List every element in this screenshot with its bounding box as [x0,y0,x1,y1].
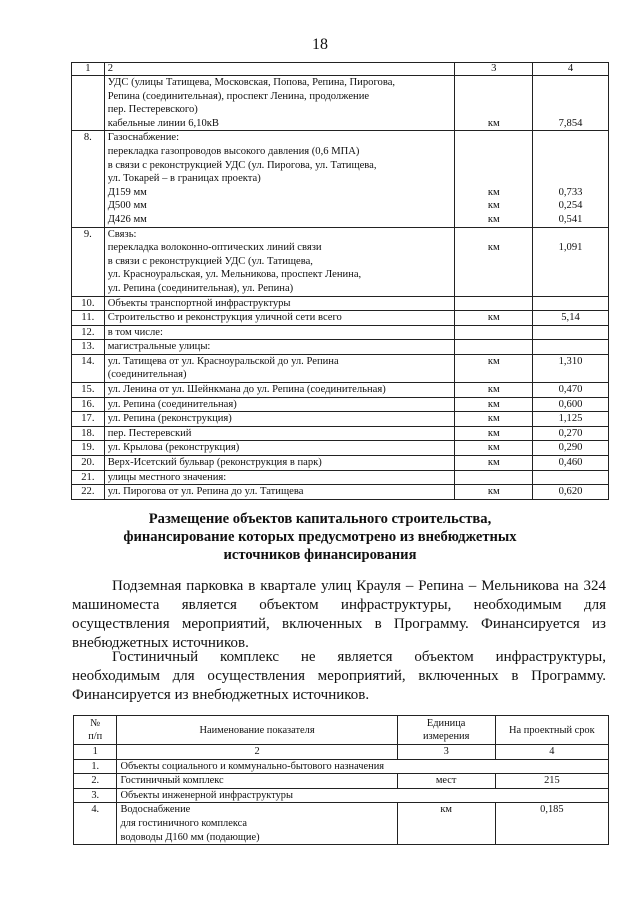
row-number-cell: 21. [72,470,105,485]
row-name-line: ул. Пирогова от ул. Репина до ул. Татищева [107,486,304,498]
row-name-cell [104,296,455,311]
row-value-cell [533,470,609,485]
row-unit-cell [455,456,533,471]
row-value-line [536,471,605,485]
row-unit-line: км [487,398,500,410]
row-name-line: пер. Пестеревский [107,427,192,439]
row-value-line [536,103,605,117]
row-number-cell: 10. [72,296,105,311]
column-number-cell: 3 [455,63,533,76]
row-value-line [536,131,605,145]
row-name-line: Объекты транспортной инфраструктуры [107,297,291,309]
row-unit-cell [455,397,533,412]
row-value-line: 7,854 [558,117,583,129]
heading-line: Размещение объектов капитального строительства, [148,511,492,527]
column-number-cell: 2 [104,63,455,76]
column-number-cell: 4 [495,745,608,760]
row-name-line: Репина (соединительная), проспект Ленина, продолжение [107,90,370,102]
row-name-line: ул. Красноуральская, ул. Мельникова, проспект Ленина, [107,269,362,281]
row-value-line: 5,14 [561,312,580,324]
row-name-cell [104,441,455,456]
table-row [72,426,609,441]
row-unit-cell [455,76,533,131]
row-value-cell: 0,185 [495,803,608,845]
row-unit-cell [455,470,533,485]
row-number-cell: 19. [72,441,105,456]
row-unit-line [458,131,529,145]
row-unit-line: км [487,200,500,212]
row-value-cell [533,131,609,227]
row-value-line: 0,600 [558,398,583,410]
row-unit-line [458,159,529,173]
row-unit-cell [455,354,533,382]
row-name-cell [104,485,455,500]
row-value-line [536,297,605,311]
row-name-line: водоводы Д160 мм (подающие) [120,831,260,843]
table-row [72,340,609,355]
row-number-cell: 20. [72,456,105,471]
row-name-line: Д426 мм [107,213,147,225]
row-unit-line: км [487,442,500,454]
row-name-line: ул. Ленина от ул. Шейнкмана до ул. Репина (соединительная) [107,384,386,396]
paragraph-hotel: Гостиничный комплекс не является объектом инфраструктуры, необходимым для осуществления мероприятий, включенных в Программу. Финансируется из внебюджетных источников. [72,649,606,703]
row-number-cell: 15. [72,383,105,398]
col-name-header-line: Наименование показателя [199,724,315,736]
row-name-cell [104,412,455,427]
row-value-line [536,228,605,242]
row-number-cell [72,76,105,131]
infrastructure-table [71,62,609,500]
row-number-cell: 17. [72,412,105,427]
row-value-line [536,172,605,186]
row-unit-line: км [487,457,500,469]
row-unit-line [458,340,529,354]
col-name-header [117,716,397,745]
row-name-line: Водоснабжение [120,804,191,816]
row-unit-cell [455,412,533,427]
row-name-cell [104,426,455,441]
row-number-cell: 2. [74,774,117,789]
row-value-line [536,340,605,354]
row-name-line: Связь: [107,228,137,240]
row-unit-line [458,255,529,269]
row-unit-line: км [487,355,500,367]
row-unit-line [458,228,529,242]
row-unit-cell [455,441,533,456]
row-unit-line [458,326,529,340]
col-index-header-line: п/п [88,731,103,742]
column-number-cell: 2 [117,745,397,760]
row-value-cell [533,325,609,340]
row-unit-line: км [487,413,500,425]
row-name-line: пер. Пестеревского) [107,104,198,116]
row-value-line: 0,460 [558,457,583,469]
row-value-line [536,90,605,104]
table-row [72,227,609,296]
row-value-line [536,282,605,296]
table-row [72,441,609,456]
row-name-line: Объекты социального и коммунально-бытового назначения [120,760,385,772]
row-unit-cell: мест [397,774,495,789]
row-value-line: 0,270 [558,427,583,439]
row-value-cell [533,485,609,500]
table-header-row [72,63,609,76]
row-unit-cell: км [397,803,495,845]
column-number-cell: 4 [533,63,609,76]
row-name-line: Объекты инженерной инфраструктуры [120,789,293,801]
row-value-cell [533,397,609,412]
row-number-cell: 3. [74,788,117,803]
row-value-line: 1,310 [558,355,583,367]
row-value-line: 0,541 [558,213,583,225]
row-name-line: ул. Токарей – в границах проекта) [107,173,261,185]
row-unit-cell [455,340,533,355]
column-number-cell: 1 [74,745,117,760]
row-name-cell [104,227,455,296]
row-number-cell: 9. [72,227,105,296]
row-unit-cell [455,227,533,296]
row-number-cell: 11. [72,311,105,326]
table-row [72,397,609,412]
row-name-line: Гостиничный комплекс [120,775,224,787]
table-row [72,456,609,471]
extrabudget-table [73,715,609,845]
row-name-line: ул. Репина (соединительная), ул. Репина) [107,282,294,294]
column-number-cell: 1 [72,63,105,76]
column-number-cell: 3 [397,745,495,760]
row-number-cell: 4. [74,803,117,845]
page-number: 18 [312,36,328,53]
col-unit-header [397,716,495,745]
row-name-line: улицы местного значения: [107,471,227,483]
row-number-cell: 12. [72,325,105,340]
col-index-header [74,716,117,745]
row-unit-line: км [487,117,500,129]
row-unit-line [458,282,529,296]
row-name-cell [104,76,455,131]
table-row [72,296,609,311]
row-value-line: 0,620 [558,486,583,498]
row-name-cell [104,397,455,412]
row-name-cell [117,803,397,845]
table-row [74,759,609,774]
row-unit-line: км [487,242,500,254]
row-name-cell [104,383,455,398]
table-row [72,383,609,398]
row-value-line [536,326,605,340]
row-value-line: 0,254 [558,200,583,212]
row-unit-line: км [487,427,500,439]
table-row [74,774,609,789]
row-value-line [536,145,605,159]
table-row [74,803,609,845]
row-unit-line: км [487,384,500,396]
row-unit-line: км [487,312,500,324]
row-name-line: ул. Крылова (реконструкция) [107,442,240,454]
table-number-row [74,745,609,760]
row-name-cell [104,456,455,471]
table-row [72,470,609,485]
row-value-cell [533,441,609,456]
row-value-cell [533,426,609,441]
row-name-cell [104,325,455,340]
row-name-line: Строительство и реконструкция уличной сети всего [107,312,342,324]
row-value-line: 0,290 [558,442,583,454]
row-name-line: (соединительная) [107,369,187,381]
table-row [72,485,609,500]
row-name-line: Д500 мм [107,200,147,212]
row-name-line: кабельные линии 6,10кВ [107,117,219,129]
row-name-line: УДС (улицы Татищева, Московская, Попова, Репина, Пирогова, [107,77,396,88]
table-row [72,412,609,427]
row-unit-line [458,76,529,90]
row-value-cell [533,456,609,471]
row-number-cell: 22. [72,485,105,500]
row-unit-cell [455,485,533,500]
row-name-line: перекладка волоконно-оптических линий связи [107,242,322,254]
row-value-cell [533,227,609,296]
row-name-cell [117,788,609,803]
row-unit-cell [455,131,533,227]
row-value-line: 1,125 [558,413,583,425]
row-unit-line [458,145,529,159]
row-unit-cell [455,383,533,398]
row-name-line: ул. Репина (соединительная) [107,398,237,410]
row-number-cell: 13. [72,340,105,355]
col-term-header [495,716,608,745]
table-row [72,76,609,131]
row-name-line: Д159 мм [107,186,147,198]
row-value-cell [533,311,609,326]
row-name-line: ул. Татищева от ул. Красноуральской до ул. Репина [107,355,339,367]
col-term-header-line: На проектный срок [509,724,595,736]
row-unit-line [458,297,529,311]
section-heading [60,510,580,564]
row-unit-cell [455,325,533,340]
row-name-line: в связи с реконструкцией УДС (ул. Татищева, [107,255,313,267]
row-name-cell [104,131,455,227]
col-index-header-line: № [90,718,101,729]
row-unit-line [458,471,529,485]
table-row [72,131,609,227]
row-unit-cell [455,311,533,326]
row-unit-line [458,103,529,117]
table-row [74,788,609,803]
row-number-cell: 8. [72,131,105,227]
heading-line: финансирование которых предусмотрено из внебюджетных [123,529,517,545]
row-number-cell: 14. [72,354,105,382]
row-name-cell [117,759,609,774]
row-value-line [536,76,605,90]
row-value-line [536,268,605,282]
row-unit-line: км [487,486,500,498]
row-name-cell [104,354,455,382]
row-unit-line: км [487,186,500,198]
heading-line: источников финансирования [223,547,417,563]
row-number-cell: 1. [74,759,117,774]
col-unit-header-line: Единица [426,718,466,729]
row-unit-cell [455,426,533,441]
table-header-row [74,716,609,745]
row-value-cell [533,383,609,398]
table-row [72,311,609,326]
row-number-cell: 16. [72,397,105,412]
row-value-line: 1,091 [558,242,583,254]
row-value-line [536,159,605,173]
row-value-line: 0,733 [558,186,583,198]
row-name-cell [104,311,455,326]
row-unit-line [458,90,529,104]
row-value-line [536,255,605,269]
row-name-line: магистральные улицы: [107,341,211,353]
row-name-line: Газоснабжение: [107,132,180,144]
row-name-line: для гостиничного комплекса [120,817,247,829]
row-value-cell [533,412,609,427]
table-row [72,325,609,340]
row-unit-line [458,268,529,282]
row-value-cell: 215 [495,774,608,789]
row-name-cell [104,340,455,355]
row-number-cell: 18. [72,426,105,441]
row-value-cell [533,296,609,311]
row-value-line: 0,470 [558,384,583,396]
row-unit-line [458,172,529,186]
col-unit-header-line: измерения [422,731,470,742]
row-unit-line: км [487,213,500,225]
row-name-line: в том числе: [107,326,163,338]
row-value-cell [533,340,609,355]
table-row [72,354,609,382]
row-unit-cell [455,296,533,311]
row-value-cell [533,76,609,131]
row-name-line: в связи с реконструкцией УДС (ул. Пирогова, ул. Татищева, [107,159,377,171]
row-name-cell [104,470,455,485]
row-name-line: перекладка газопроводов высокого давления (0,6 МПА) [107,145,360,157]
row-name-cell [117,774,397,789]
row-name-line: ул. Репина (реконструкция) [107,413,232,425]
paragraph-parking: Подземная парковка в квартале улиц Крауля – Репина – Мельникова на 324 машиноместа является объектом инфраструктуры, необходимым для осуществления мероприятий, включенных в Программу. Финансируется из внебюджетных источников. [72,578,606,651]
row-value-cell [533,354,609,382]
row-name-line: Верх-Исетский бульвар (реконструкция в парк) [107,457,322,469]
